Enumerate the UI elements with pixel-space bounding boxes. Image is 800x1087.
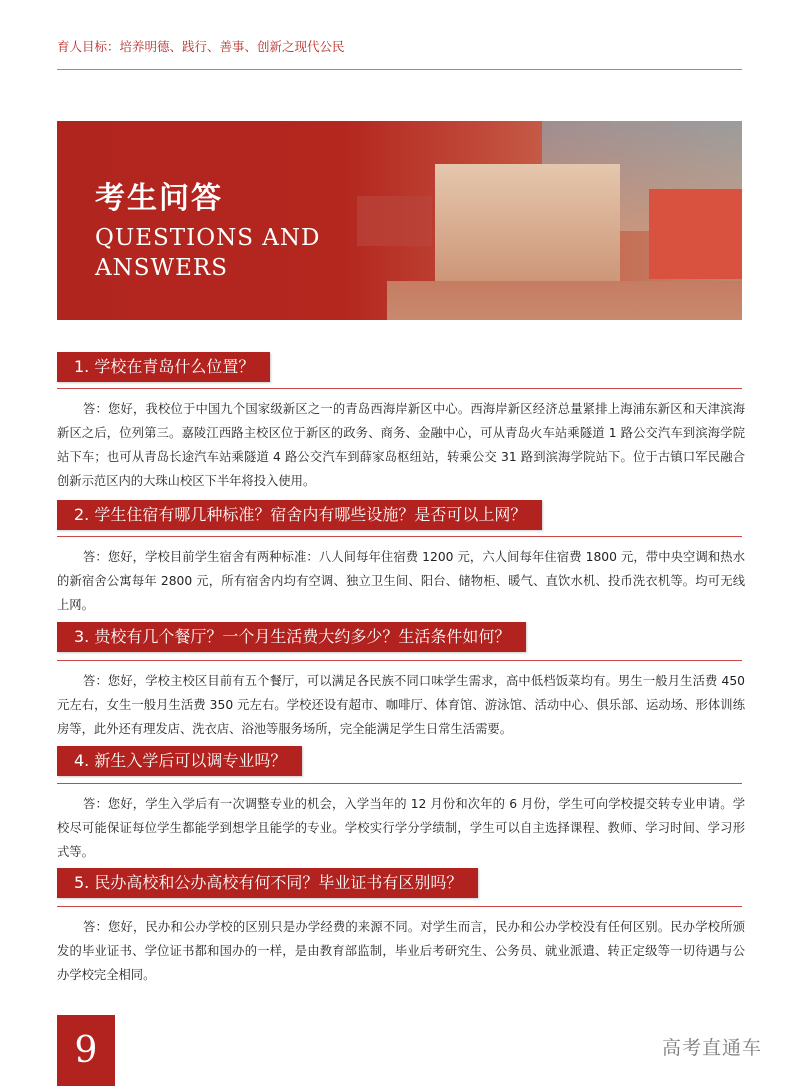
banner-photo-red-building	[649, 189, 742, 279]
brand-watermark: 高考直通车	[662, 1037, 763, 1059]
banner-subtitle-line: QUESTIONS AND	[95, 225, 321, 251]
question-heading-1: 1. 学校在青岛什么位置？	[57, 352, 270, 382]
question-divider	[57, 906, 742, 907]
answer-3: 答：您好，学校主校区目前有五个餐厅，可以满足各民族不同口味学生需求，高中低档饭菜均有。男生一般月生活费 450 元左右，女生一般月生活费 350 元左右。学校还设有超市、咖啡厅、体育馆、游泳馆、活动中心、俱乐部、运动场、形体训练房等，此外还有理发店、洗衣店、浴池等服务场所，完全能满足学生日常生活需要。	[57, 674, 745, 736]
question-heading-5: 5. 民办高校和公办高校有何不同？毕业证书有区别吗？	[57, 868, 478, 898]
banner-photo-ground	[387, 281, 742, 320]
banner-photo-building	[357, 196, 432, 246]
question-divider	[57, 783, 742, 784]
question-heading-4: 4. 新生入学后可以调专业吗？	[57, 746, 302, 776]
question-heading-2: 2. 学生住宿有哪几种标准？宿舍内有哪些设施？是否可以上网？	[57, 500, 542, 530]
page-number: 9	[57, 1015, 115, 1086]
banner	[57, 121, 742, 320]
question-divider	[57, 660, 742, 661]
banner-subtitle-line: ANSWERS	[95, 255, 228, 281]
question-heading-3: 3. 贵校有几个餐厅？一个月生活费大约多少？生活条件如何？	[57, 622, 526, 652]
answer-2: 答：您好，学校目前学生宿舍有两种标准：八人间每年住宿费 1200 元，六人间每年住宿费 1800 元，带中央空调和热水的新宿舍公寓每年 2800 元，所有宿舍内均有空调、独立卫生间、阳台、储物柜、暖气、直饮水机、投币洗衣机等。均可无线上网。	[57, 550, 745, 612]
banner-title: 考生问答	[95, 181, 223, 216]
answer-5: 答：您好，民办和公办学校的区别只是办学经费的来源不同。对学生而言，民办和公办学校没有任何区别。民办学校所颁发的毕业证书、学位证书都和国办的一样，是由教育部监制，毕业后考研究生、公务员、就业派遣、转正定级等一切待遇与公办学校完全相同。	[57, 920, 745, 982]
question-divider	[57, 388, 742, 389]
motto-header: 育人目标：培养明德、践行、善事、创新之现代公民	[57, 39, 345, 54]
answer-4: 答：您好，学生入学后有一次调整专业的机会，入学当年的 12 月份和次年的 6 月份，学生可向学校提交转专业申请。学校尽可能保证每位学生都能学到想学且能学的专业。学校实行学分学绩制，学生可以自主选择课程、教师、学习时间、学习形式等。	[57, 797, 745, 859]
banner-subtitle	[95, 223, 320, 283]
header-divider	[57, 69, 742, 70]
question-divider	[57, 536, 742, 537]
answer-1: 答：您好，我校位于中国九个国家级新区之一的青岛西海岸新区中心。西海岸新区经济总量紧排上海浦东新区和天津滨海新区之后，位列第三。嘉陵江西路主校区位于新区的政务、商务、金融中心，可从青岛火车站乘隧道 1 路公交汽车到滨海学院站下车；也可从青岛长途汽车站乘隧道 4 路公交汽车到薛家岛枢纽站，转乘公交 31 路到滨海学院站下。位于古镇口军民融合创新示范区内的大珠山校区下半年将投入使用。	[57, 402, 745, 488]
